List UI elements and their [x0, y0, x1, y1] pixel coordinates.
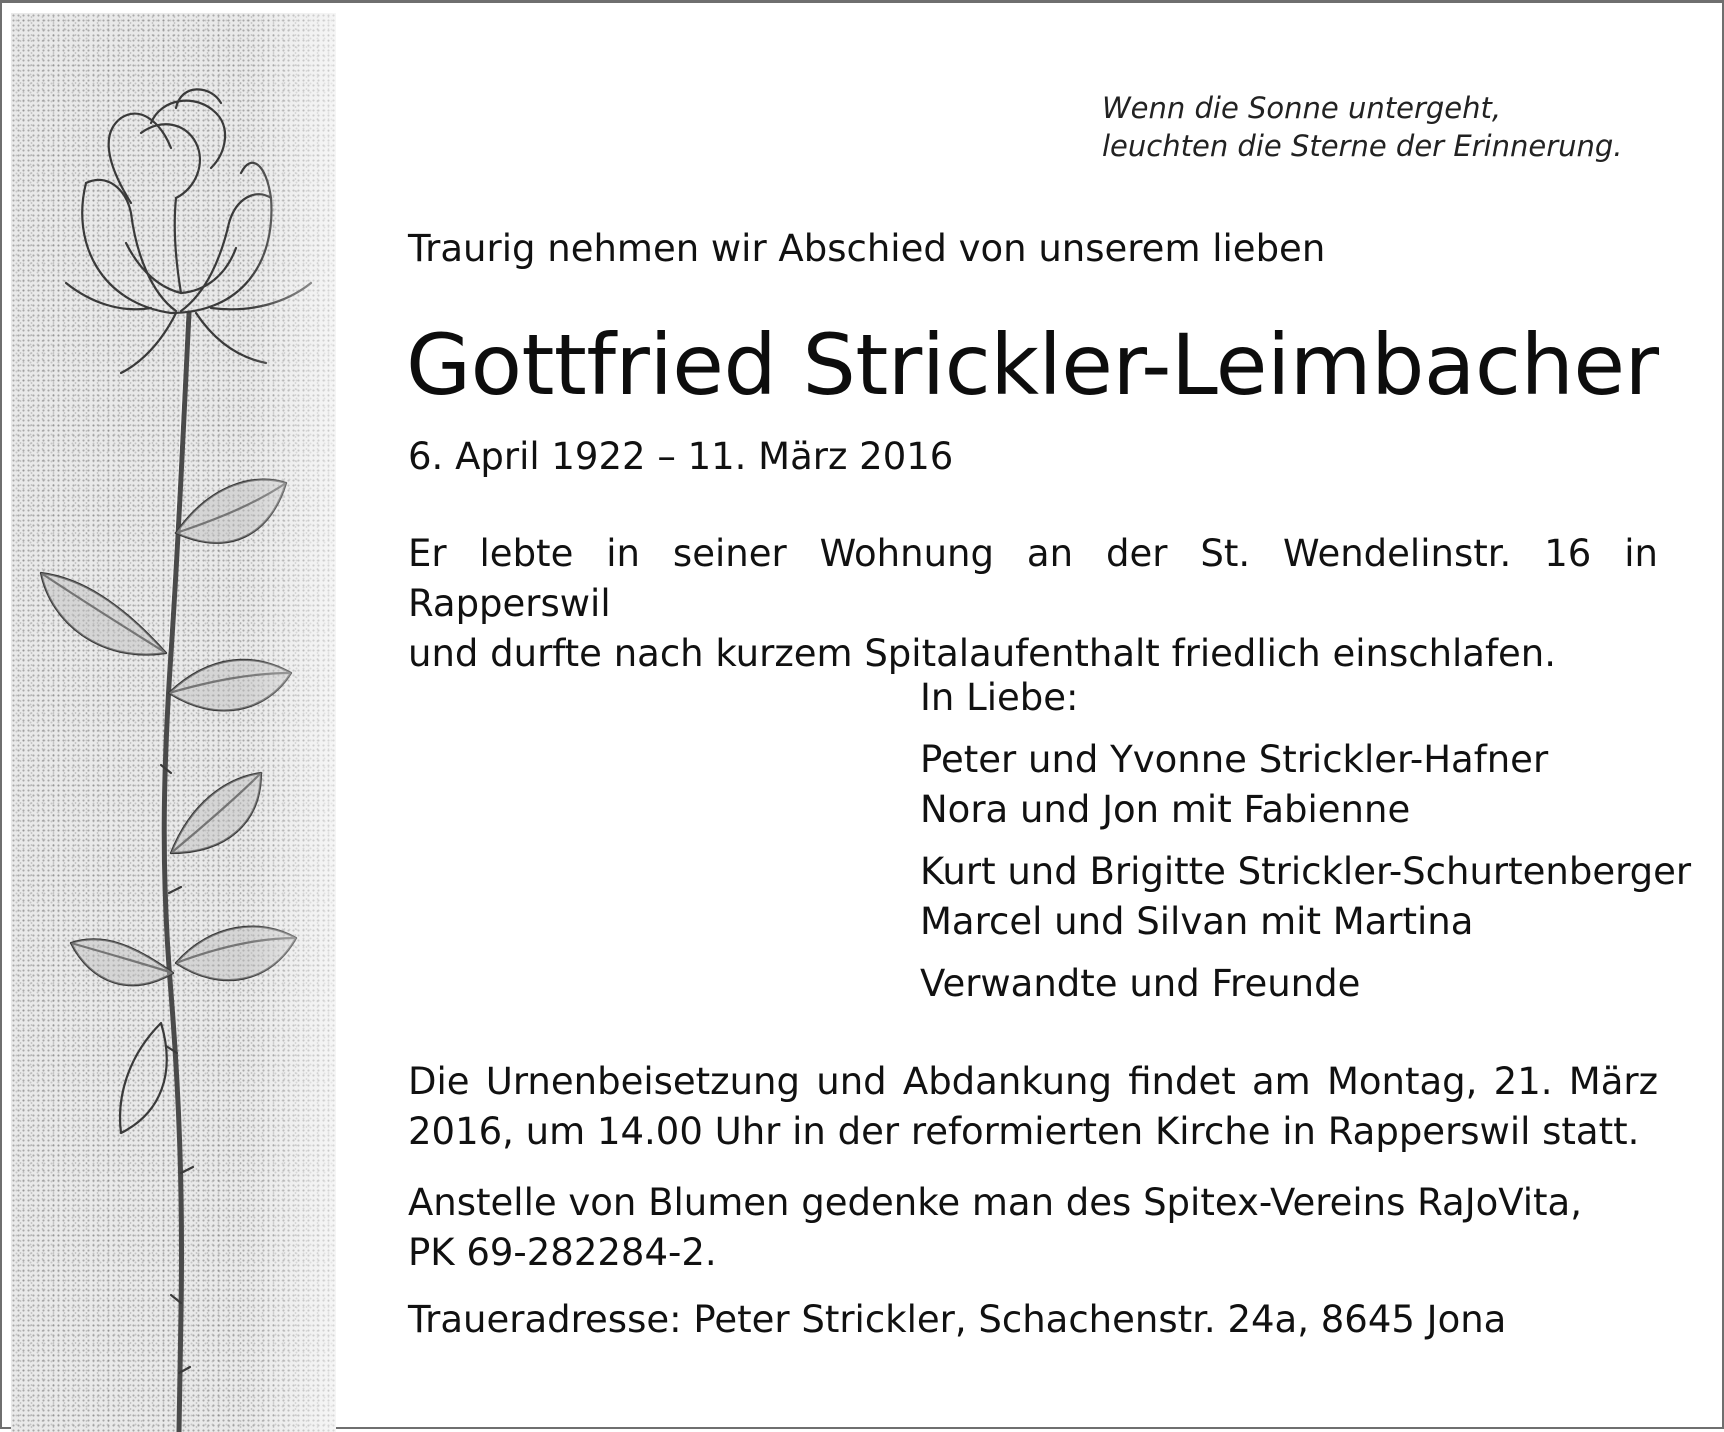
life-paragraph-line-2: und durfte nach kurzem Spitalaufenthalt friedlich einschlafen.: [408, 632, 1556, 675]
donation-paragraph: [408, 1178, 1658, 1278]
rose-panel: [11, 13, 336, 1432]
deceased-name: Gottfried Strickler-Leimbacher: [406, 316, 1659, 414]
donation-line-1: Anstelle von Blumen gedenke man des Spitex-Vereins RaJoVita,: [408, 1181, 1582, 1224]
donation-line-2: PK 69-282284-2.: [408, 1231, 717, 1274]
mourning-address: Traueradresse: Peter Strickler, Schachenstr. 24a, 8645 Jona: [408, 1298, 1507, 1341]
intro-line: Traurig nehmen wir Abschied von unserem lieben: [408, 227, 1326, 270]
ceremony-line-1: Die Urnenbeisetzung und Abdankung findet am Montag, 21. März: [408, 1060, 1658, 1103]
ceremony-paragraph: [408, 1057, 1658, 1157]
life-paragraph-line-1: Er lebte in seiner Wohnung an der St. Wendelinstr. 16 in Rapperswil: [408, 532, 1658, 625]
rose-illustration: [11, 13, 336, 1432]
mourner-line: Kurt und Brigitte Strickler-Schurtenberger: [920, 850, 1692, 893]
life-dates: 6. April 1922 – 11. März 2016: [408, 435, 954, 478]
mourners-list: [920, 673, 1691, 1009]
mourners-heading: In Liebe:: [920, 676, 1079, 719]
mourner-line: Verwandte und Freunde: [920, 962, 1361, 1005]
memorial-motto: [1102, 89, 1662, 165]
motto-line-2: leuchten die Sterne der Erinnerung.: [1102, 129, 1623, 163]
motto-line-1: Wenn die Sonne untergeht,: [1102, 91, 1502, 125]
mourner-line: Peter und Yvonne Strickler-Hafner: [920, 738, 1549, 781]
mourner-line: Nora und Jon mit Fabienne: [920, 788, 1411, 831]
ceremony-line-2: 2016, um 14.00 Uhr in der reformierten Kirche in Rapperswil statt.: [408, 1110, 1640, 1153]
mourner-line: Marcel und Silvan mit Martina: [920, 900, 1474, 943]
life-paragraph: [408, 529, 1658, 679]
